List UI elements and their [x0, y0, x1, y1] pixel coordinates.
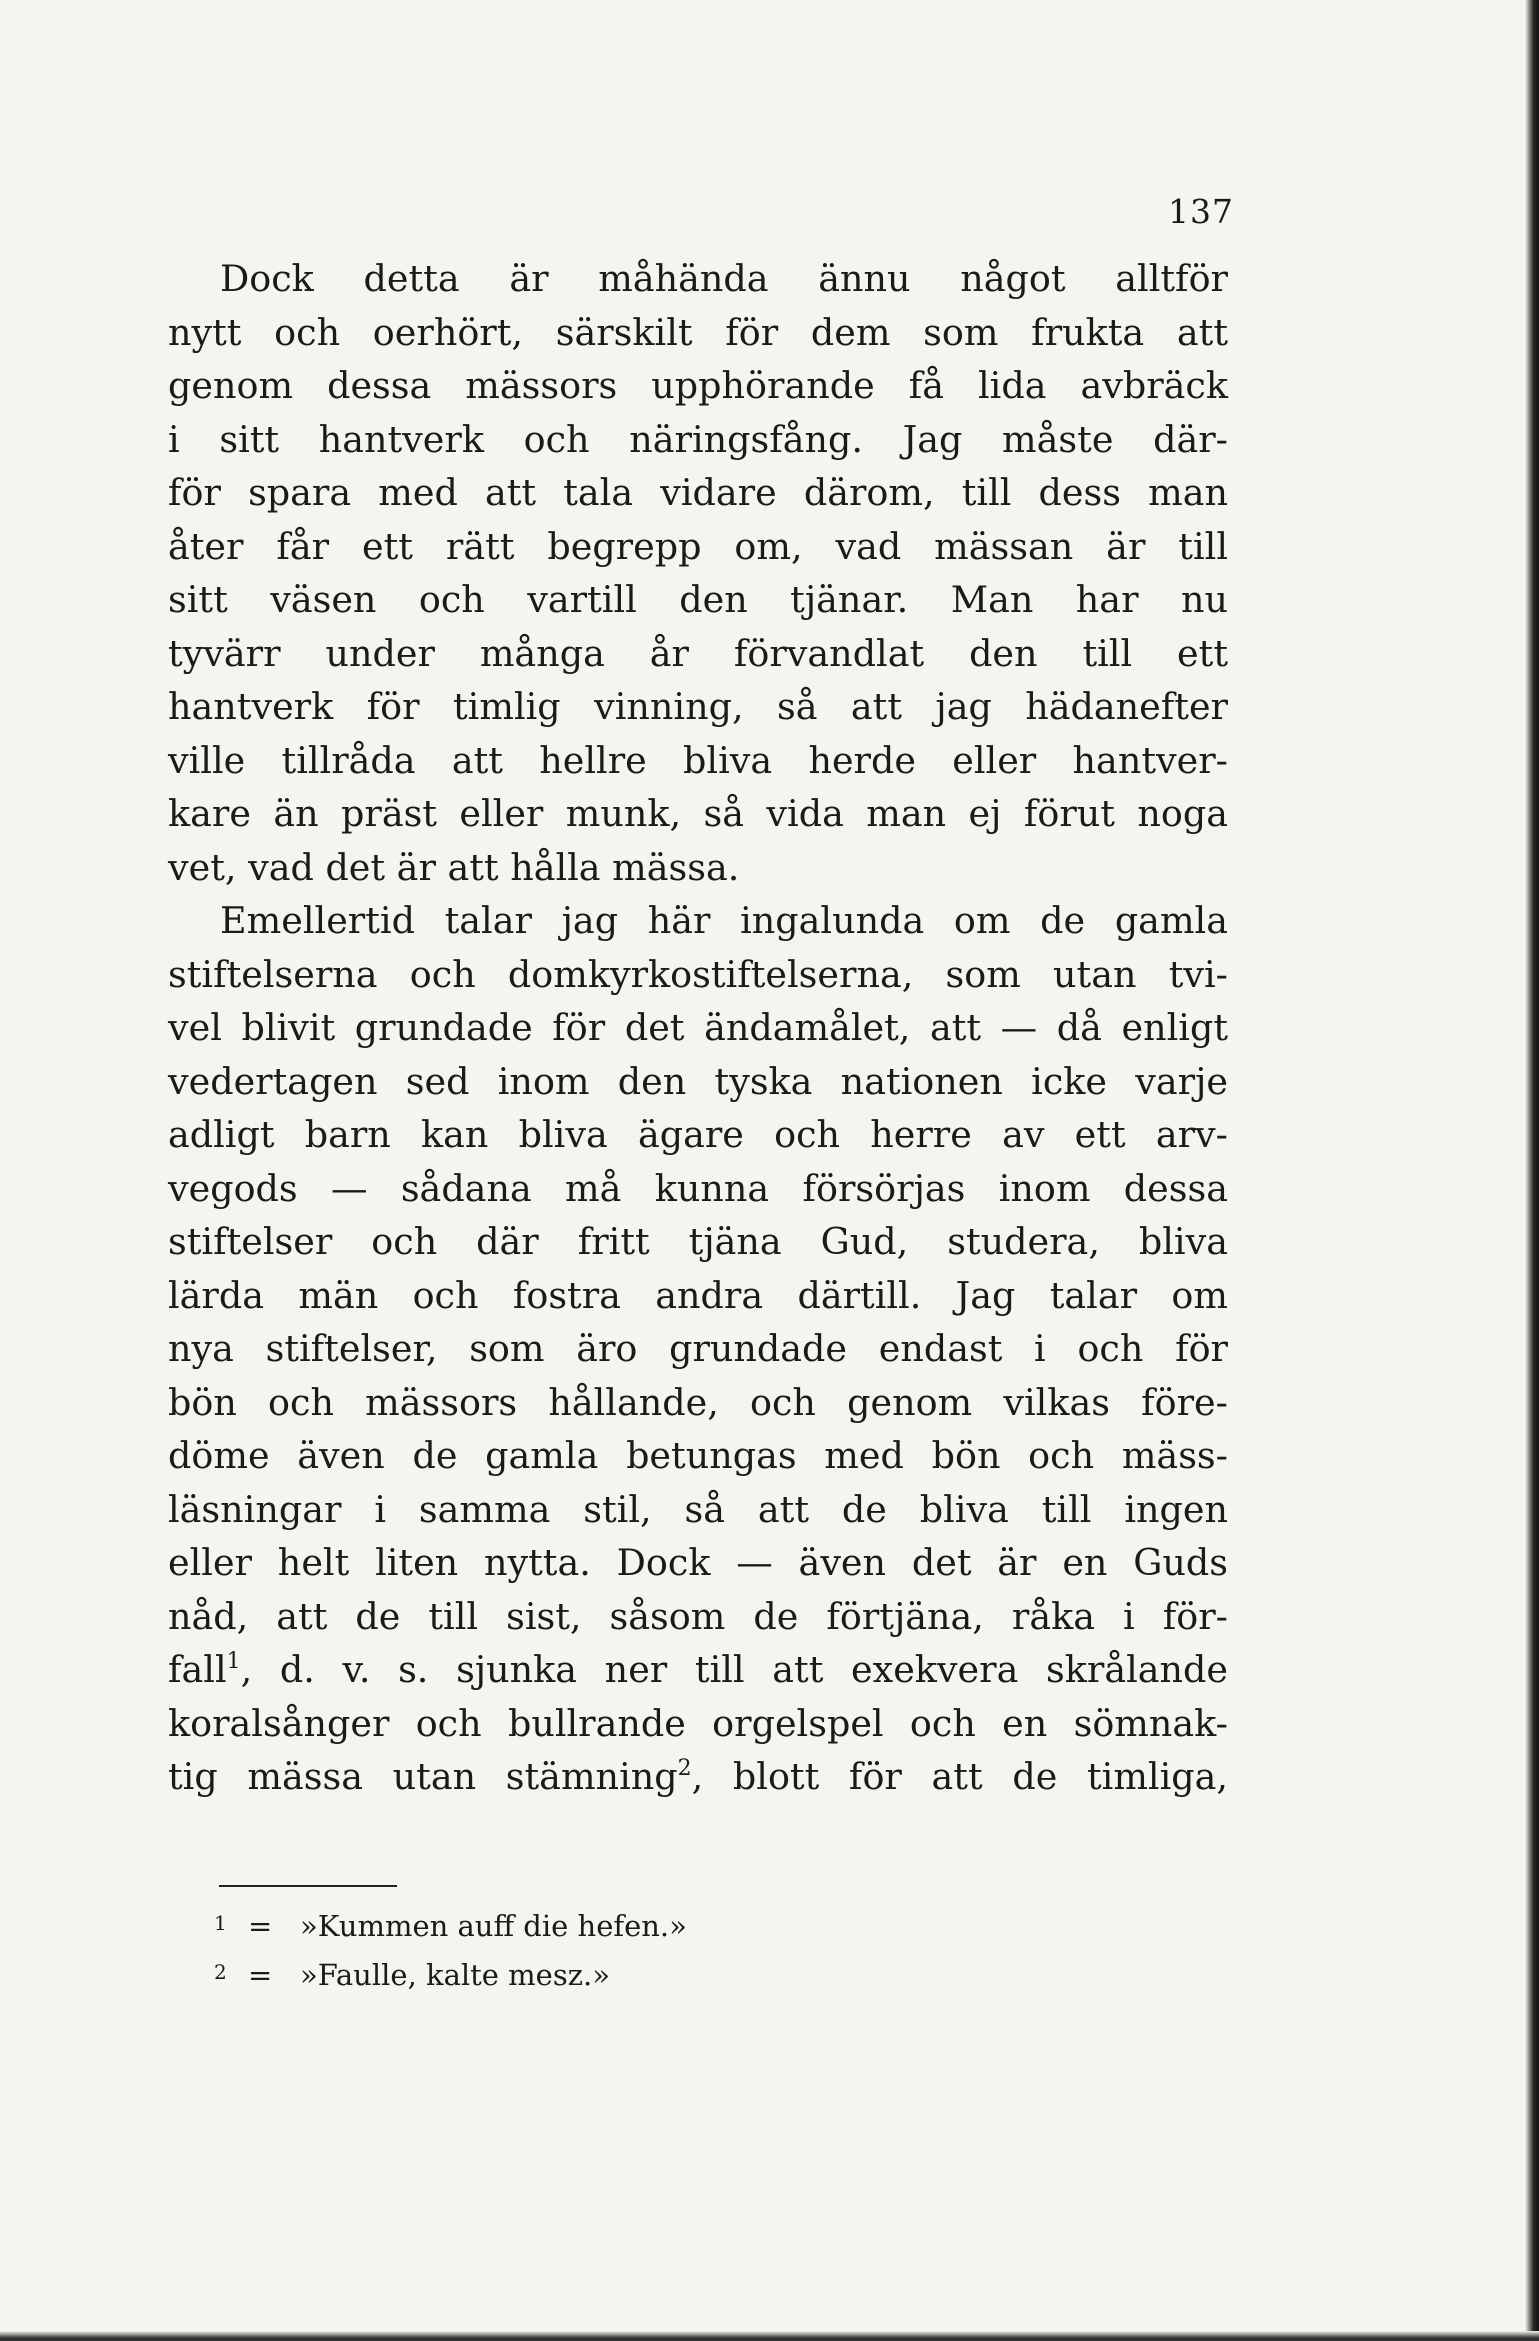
text-line-with-footnote-1: [168, 1643, 1228, 1697]
text-line: sitt väsen och vartill den tjänar. Man har nu: [168, 578, 1228, 621]
text-line: ville tillråda att hellre bliva herde eller hantver-: [168, 738, 1228, 782]
text-line: koralsånger och bullrande orgelspel och en sömnak-: [168, 1701, 1228, 1745]
text-line: hantverk för timlig vinning, så att jag hädanefter: [168, 685, 1228, 728]
footnotes: [214, 1900, 1114, 1998]
scan-edge-right: [1525, 0, 1539, 2341]
text-line: vegods — sådana må kunna försörjas inom dessa: [168, 1166, 1228, 1210]
text-line: vel blivit grundade för det ändamålet, att — då enligt: [168, 1006, 1228, 1049]
body-text: [168, 252, 1228, 1804]
text-line: bön och mässors hållande, och genom vilkas före-: [168, 1380, 1228, 1424]
text-line: läsningar i samma stil, så att de bliva till ingen: [168, 1487, 1228, 1531]
footnote-2: [214, 1949, 1114, 1998]
text-line: i sitt hantverk och näringsfång. Jag måste där-: [168, 417, 1228, 461]
text-fragment: tig mässa utan stämning: [168, 1755, 678, 1798]
text-line: nytt och oerhört, särskilt för dem som frukta att: [168, 310, 1228, 354]
text-fragment: fall: [168, 1648, 227, 1691]
text-line: genom dessa mässors upphörande få lida avbräck: [168, 364, 1228, 407]
text-fragment: , blott för att de timliga,: [691, 1755, 1228, 1798]
text-line: vet, vad det är att hålla mässa.: [168, 845, 740, 889]
footnote-ref-1: 1: [226, 1649, 241, 1674]
scan-edge-bottom: [0, 2331, 1539, 2341]
text-line-with-footnote-2: [168, 1750, 1228, 1804]
footnote-number: 2: [214, 1960, 227, 1984]
text-line: lärda män och fostra andra därtill. Jag talar om: [168, 1273, 1228, 1317]
text-line: nåd, att de till sist, såsom de förtjäna, råka i för-: [168, 1594, 1228, 1638]
footnote-text: »Kummen auff die hefen.»: [300, 1909, 687, 1943]
footnote-ref-2: 2: [677, 1756, 692, 1781]
footnote-equals: =: [248, 1909, 273, 1943]
footnote-equals: =: [248, 1958, 273, 1992]
text-line: eller helt liten nytta. Dock — även det är en Guds: [168, 1541, 1228, 1584]
text-line: tyvärr under många år förvandlat den till ett: [168, 631, 1228, 675]
text-line: Emellertid talar jag här ingalunda om de gamla: [220, 899, 1228, 942]
text-line: Dock detta är måhända ännu något alltför: [220, 257, 1228, 300]
text-line: adligt barn kan bliva ägare och herre av ett arv-: [168, 1113, 1228, 1156]
text-line: stiftelserna och domkyrkostiftelserna, som utan tvi-: [168, 952, 1228, 996]
footnote-1: [214, 1900, 1114, 1949]
text-fragment: , d. v. s. sjunka ner till att exekvera skrålande: [240, 1648, 1228, 1691]
text-line: för spara med att tala vidare därom, till dess man: [168, 471, 1228, 514]
text-line: döme även de gamla betungas med bön och mäss-: [168, 1434, 1228, 1477]
text-line: vedertagen sed inom den tyska nationen icke varje: [168, 1059, 1228, 1103]
text-line: kare än präst eller munk, så vida man ej förut noga: [168, 792, 1228, 835]
text-line: nya stiftelser, som äro grundade endast i och för: [168, 1327, 1228, 1370]
footnote-number: 1: [214, 1911, 227, 1935]
footnote-text: »Faulle, kalte mesz.»: [300, 1958, 610, 1992]
text-line: åter får ett rätt begrepp om, vad mässan är till: [168, 524, 1228, 568]
footnote-divider: [219, 1885, 397, 1887]
text-line: stiftelser och där fritt tjäna Gud, studera, bliva: [168, 1220, 1228, 1263]
page-number: 137: [1168, 192, 1234, 231]
